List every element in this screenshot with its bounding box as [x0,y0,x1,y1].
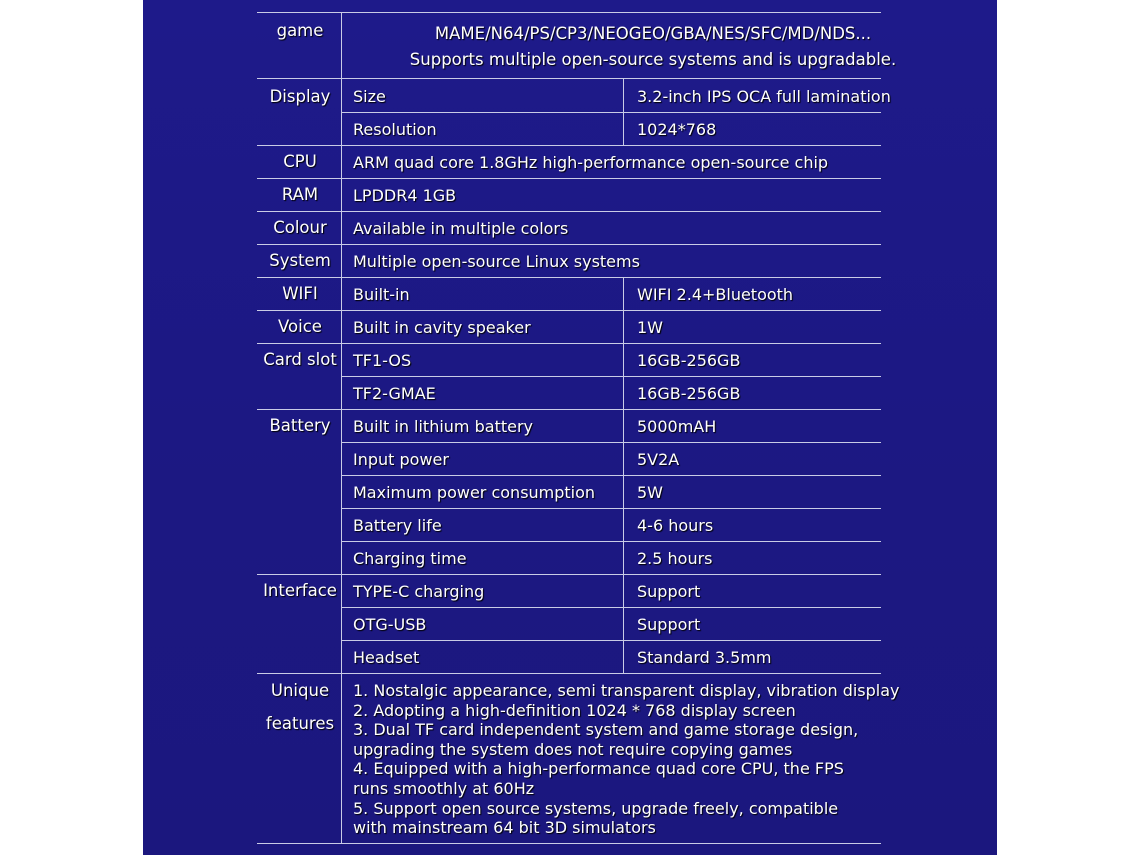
battery-row-value: 4-6 hours [637,516,714,535]
feature-line: upgrading the system does not require copying games [353,739,793,759]
ram-label: RAM [281,185,319,204]
row-divider [341,508,881,509]
wifi-value: WIFI 2.4+Bluetooth [637,285,794,304]
system-label: System [269,251,331,270]
row-divider [341,640,881,641]
row-divider [341,442,881,443]
display-label: Display [269,87,331,106]
voice-power: 1W [637,318,663,337]
battery-row-name: Built in lithium battery [353,417,533,436]
colour-label: Colour [273,218,327,237]
feature-line: runs smoothly at 60Hz [353,779,535,798]
row-divider [257,343,881,344]
row-divider [341,475,881,476]
game-systems: MAME/N64/PS/CP3/NEOGEO/GBA/NES/SFC/MD/NDS... [434,24,872,43]
wifi-label: WIFI [282,284,318,303]
cpu-value: ARM quad core 1.8GHz high-performance open-source chip [353,153,829,172]
row-divider [257,574,881,575]
system-value: Multiple open-source Linux systems [353,252,640,271]
row-divider [341,376,881,377]
unique-features-label-line1: Unique [270,681,330,700]
battery-row-value: 5V2A [637,450,680,469]
column-divider [341,12,342,844]
interface-row-value: Support [637,582,701,601]
row-divider [257,178,881,179]
display-resolution-value: 1024*768 [637,120,717,139]
row-divider [257,145,881,146]
feature-line: 1. Nostalgic appearance, semi transparent display, vibration display [353,681,900,700]
game-upgrade-note: Supports multiple open-source systems and is upgradable. [409,50,897,69]
interface-label: Interface [263,581,337,600]
battery-row-value: 5W [637,483,663,502]
row-divider [257,843,881,844]
card-slot-row-value: 16GB-256GB [637,351,741,370]
battery-row-name: Maximum power consumption [353,483,596,502]
row-divider [257,310,881,311]
column-divider [623,78,624,145]
display-size-label: Size [353,87,386,106]
row-divider [257,409,881,410]
column-divider [623,277,624,673]
feature-line: 3. Dual TF card independent system and game storage design, [353,720,859,740]
battery-row-name: Battery life [353,516,442,535]
voice-label: Voice [278,317,322,336]
feature-line: 5. Support open source systems, upgrade freely, compatible [353,798,839,818]
interface-row-value: Support [637,615,701,634]
interface-row-name: TYPE-C charging [353,582,485,601]
feature-line: with mainstream 64 bit 3D simulators [353,818,656,838]
interface-row-name: OTG-USB [353,615,427,634]
wifi-builtin: Built-in [353,285,410,304]
card-slot-row-name: TF1-OS [353,351,412,370]
battery-row-value: 2.5 hours [637,549,713,568]
display-size-value: 3.2-inch IPS OCA full lamination [637,87,891,106]
cpu-label: CPU [283,152,317,171]
row-divider [341,112,881,113]
unique-features-label-line2: features [265,714,335,733]
display-resolution-label: Resolution [353,120,437,139]
battery-row-name: Charging time [353,549,467,568]
battery-row-value: 5000mAH [637,417,717,436]
feature-line: 4. Equipped with a high-performance quad core CPU, the FPS [353,759,844,779]
card-slot-label: Card slot [263,350,337,369]
voice-speaker: Built in cavity speaker [353,318,531,337]
card-slot-row-name: TF2-GMAE [353,384,436,403]
row-divider [257,211,881,212]
game-label: game [276,21,324,40]
interface-row-name: Headset [353,648,420,667]
card-slot-row-value: 16GB-256GB [637,384,741,403]
row-divider [257,673,881,674]
spec-table [143,0,997,855]
row-divider [341,607,881,608]
row-divider [257,12,881,13]
feature-line: 2. Adopting a high-definition 1024 * 768 display screen [353,700,796,720]
row-divider [341,541,881,542]
colour-value: Available in multiple colors [353,219,569,238]
battery-label: Battery [269,416,331,435]
row-divider [257,78,881,79]
row-divider [257,244,881,245]
battery-row-name: Input power [353,450,449,469]
row-divider [257,277,881,278]
interface-row-value: Standard 3.5mm [637,648,772,667]
ram-value: LPDDR4 1GB [353,186,457,205]
